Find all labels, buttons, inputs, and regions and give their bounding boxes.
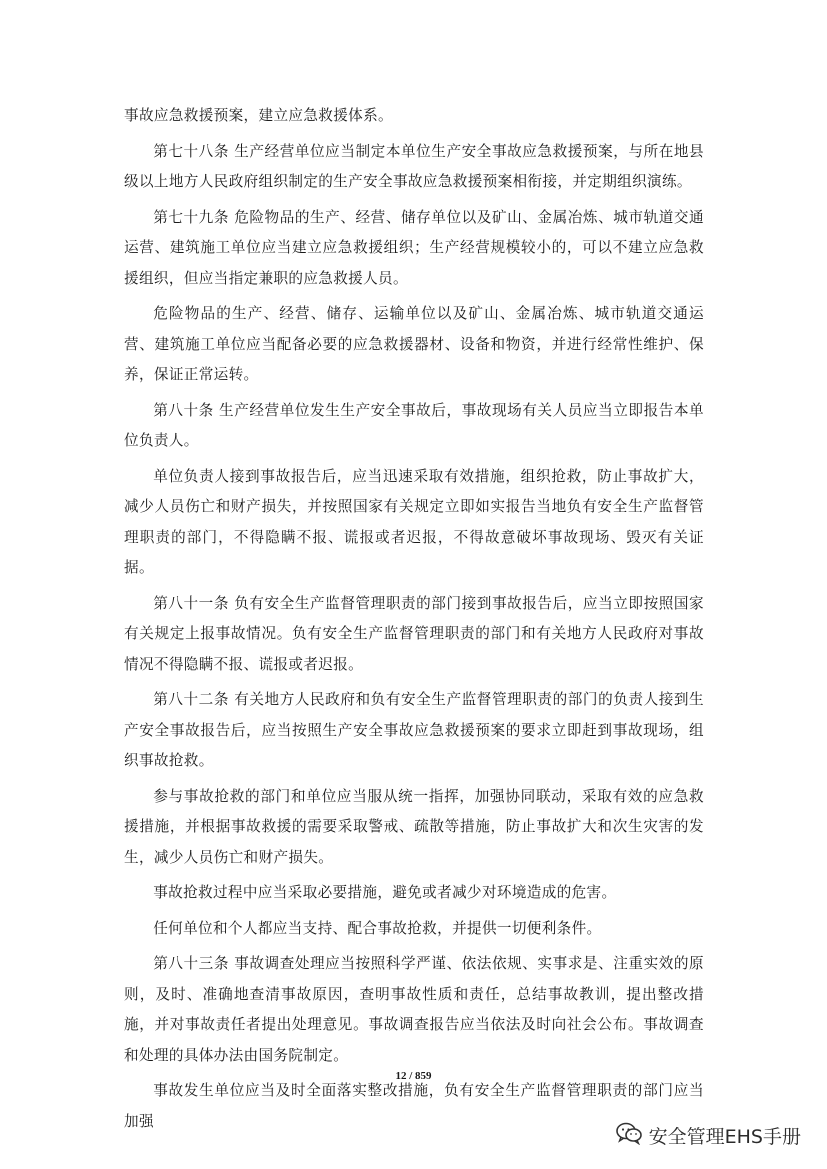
paragraph-article-83-2: 事故发生单位应当及时全面落实整改措施，负有安全生产监督管理职责的部门应当加强 [124,1082,704,1130]
watermark [615,1121,801,1150]
paragraph-continuation: 事故应急救援预案，建立应急救援体系。 [124,107,393,124]
paragraph-article-79: 第七十九条 危险物品的生产、经营、储存单位以及矿山、金属冶炼、城市轨道交通运营、建筑施工单位应当建立应急救援组织；生产经营规模较小的，可以不建立应急救援组织，但应当指定兼职的应急救援人员。 [124,208,704,287]
paragraph-article-80: 第八十条 生产经营单位发生生产安全事故后，事故现场有关人员应当立即报告本单位负责人。 [124,401,704,449]
paragraph-article-82-4: 任何单位和个人都应当支持、配合事故抢救，并提供一切便利条件。 [153,919,602,937]
paragraph-article-78: 第七十八条 生产经营单位应当制定本单位生产安全事故应急救援预案，与所在地县级以上地方人民政府组织制定的生产安全事故应急救援预案相衔接，并定期组织演练。 [124,142,704,190]
paragraph-article-81: 第八十一条 负有安全生产监督管理职责的部门接到事故报告后，应当立即按照国家有关规定上报事故情况。负有安全生产监督管理职责的部门和有关地方人民政府对事故情况不得隐瞒不报、谎报或者迟报。 [124,594,704,673]
paragraph-article-82: 第八十二条 有关地方人民政府和负有安全生产监督管理职责的部门的负责人接到生产安全事故报告后，应当按照生产安全事故应急救援预案的要求立即赶到事故现场，组织事故抢救。 [124,691,704,769]
page-number: 12 / 859 [395,1070,432,1082]
paragraph-article-82-2: 参与事故抢救的部门和单位应当服从统一指挥，加强协同联动，采取有效的应急救援措施，并根据事故救援的需要采取警戒、疏散等措施，防止事故扩大和次生灾害的发生，减少人员伤亡和财产损失。 [124,787,704,866]
paragraph-article-83: 第八十三条 事故调查处理应当按照科学严谨、依法依规、实事求是、注重实效的原则，及时、准确地查清事故原因，查明事故性质和责任，总结事故教训，提出整改措施，并对事故责任者提出处理意见。事故调查报告应当依法及时向社会公布。事故调查和处理的具体办法由国务院制定。 [124,955,704,1064]
wechat-icon [615,1121,643,1150]
paragraph-article-82-3: 事故抢救过程中应当采取必要措施，避免或者减少对环境造成的危害。 [153,884,617,901]
watermark-text: 安全管理EHS手册 [648,1126,801,1148]
paragraph-article-79-2: 危险物品的生产、经营、储存、运输单位以及矿山、金属冶炼、城市轨道交通运营、建筑施工单位应当配备必要的应急救援器材、设备和物资，并进行经常性维护、保养，保证正常运转。 [124,305,704,383]
document-body [124,101,704,1142]
paragraph-article-80-2: 单位负责人接到事故报告后，应当迅速采取有效措施，组织抢救，防止事故扩大，减少人员伤亡和财产损失，并按照国家有关规定立即如实报告当地负有安全生产监督管理职责的部门，不得隐瞒不报、谎报或者迟报，不得故意破坏事故现场、毁灭有关证据。 [124,467,704,576]
